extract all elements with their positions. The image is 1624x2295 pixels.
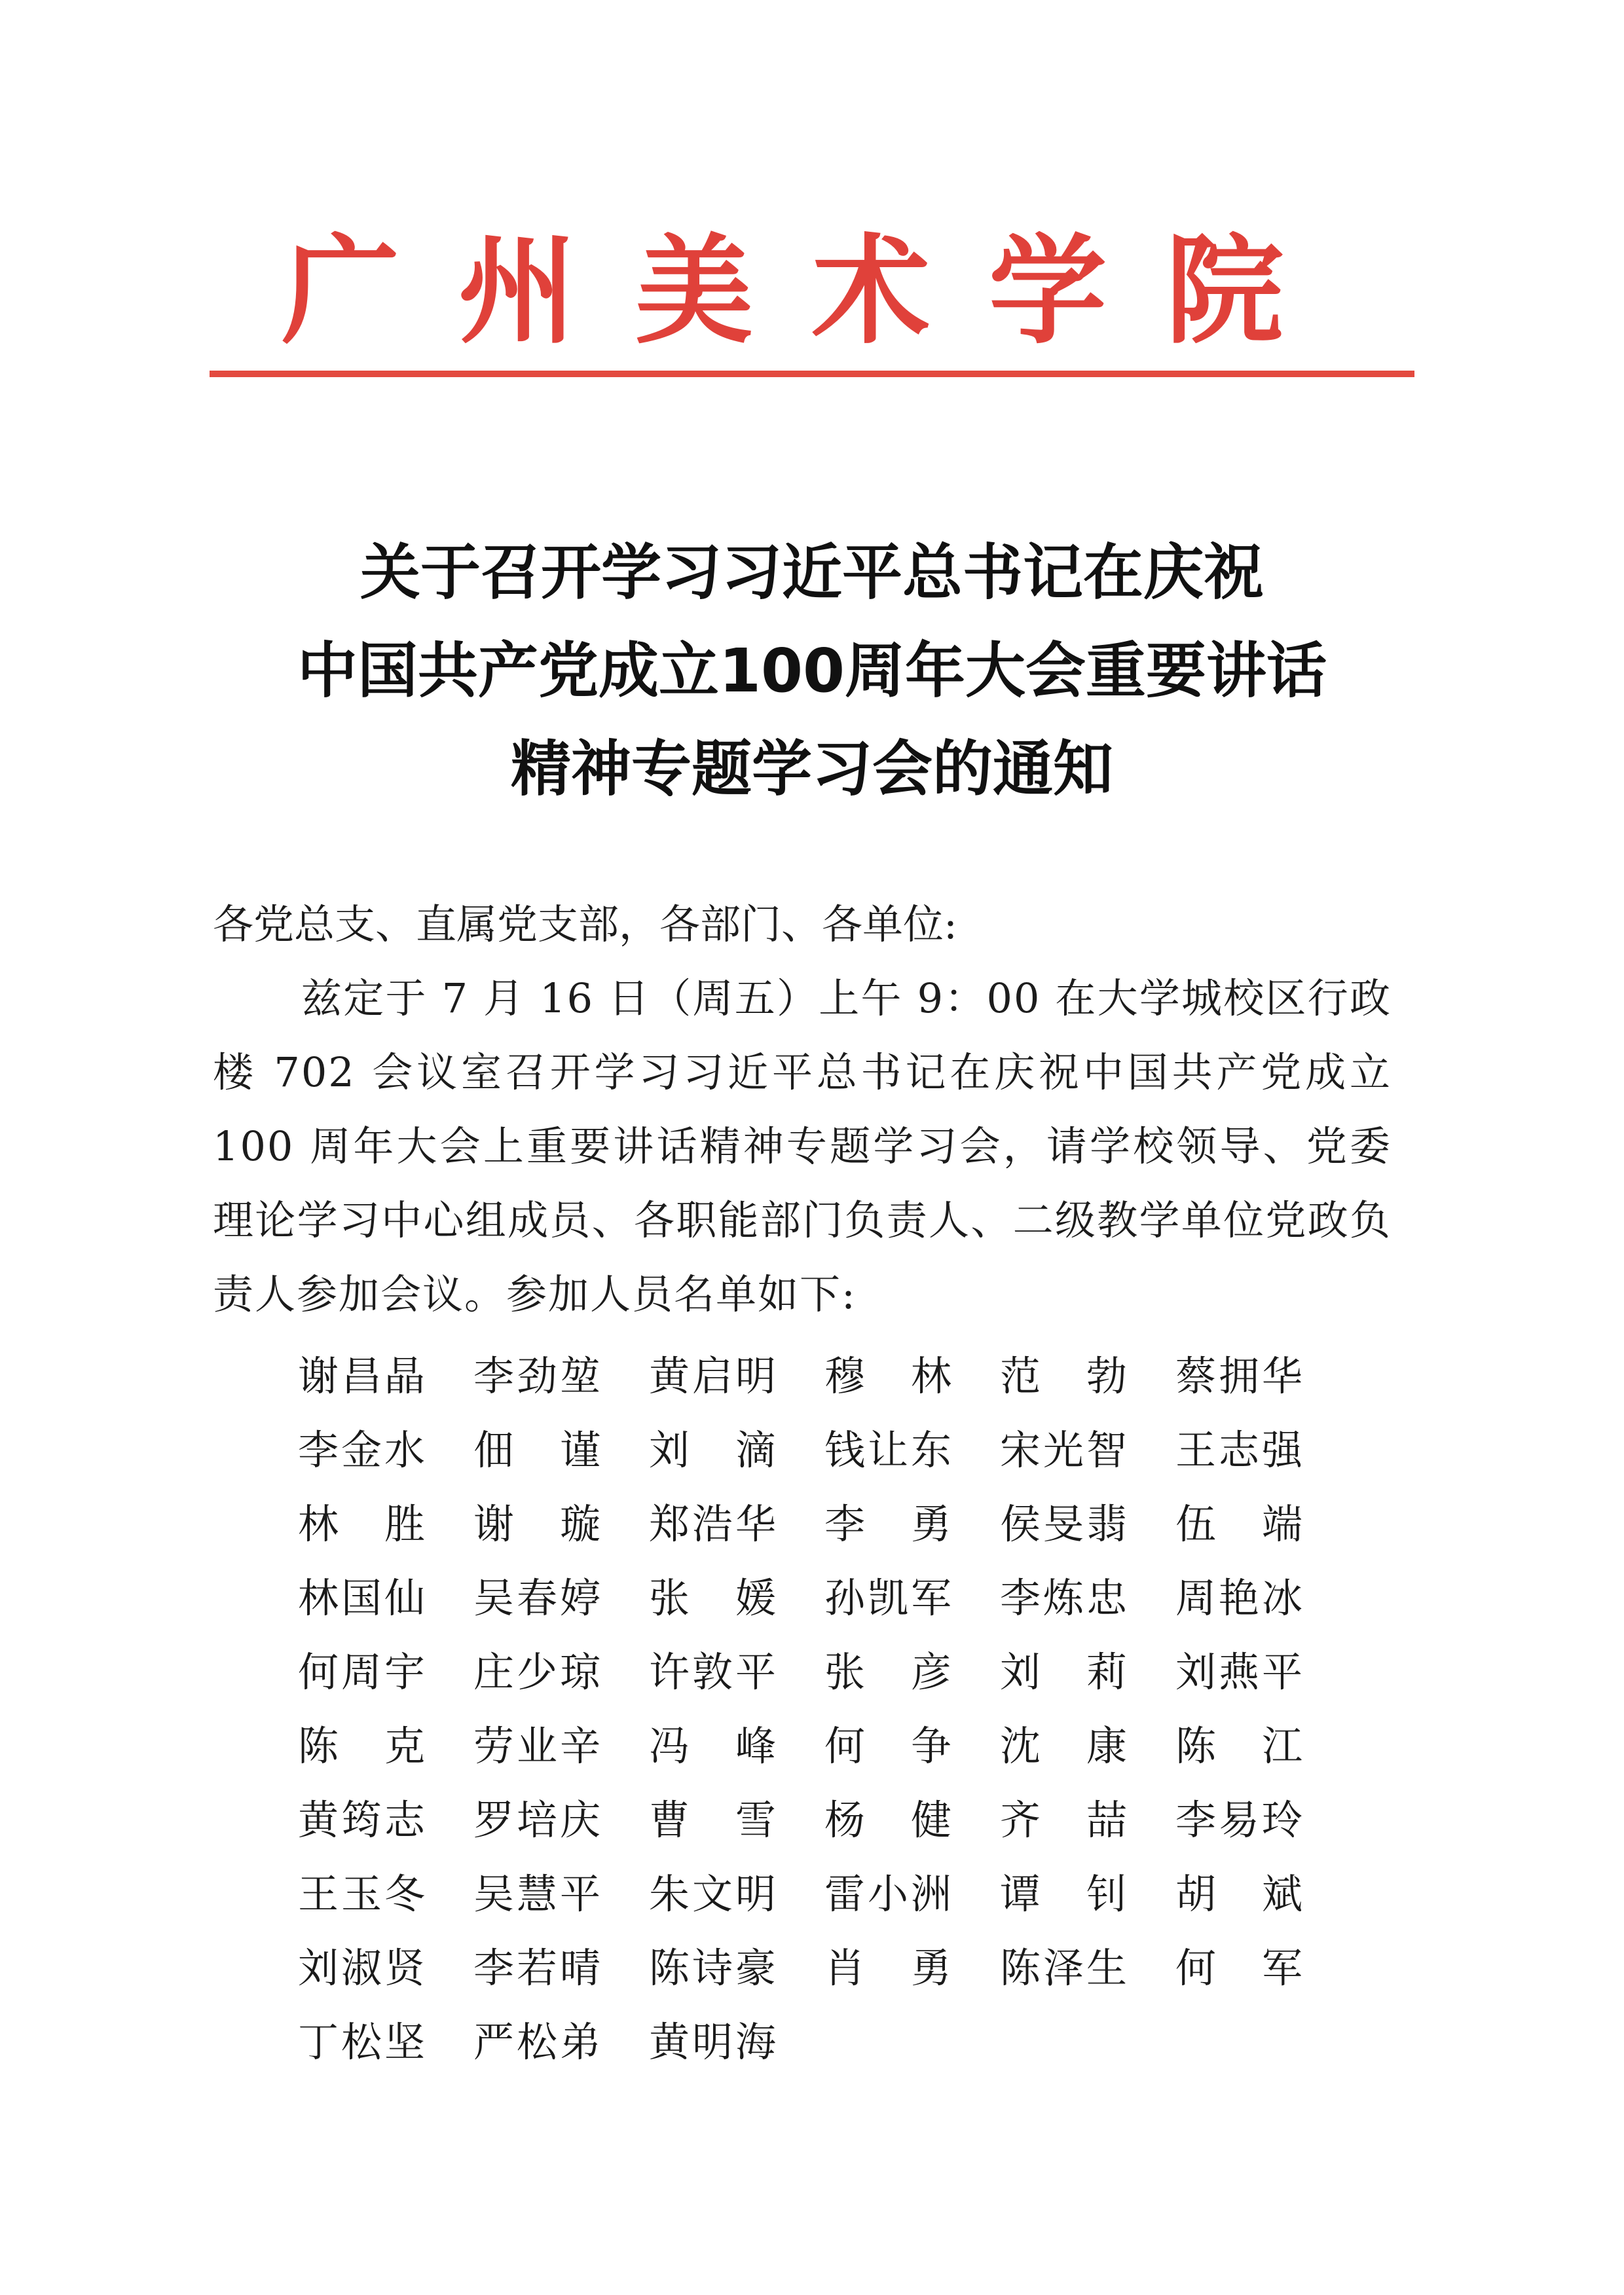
attendee-name: 李 勇 xyxy=(824,1500,955,1548)
attendee-name: 王玉冬 xyxy=(298,1870,428,1918)
attendee-name: 曹 雪 xyxy=(649,1796,779,1844)
attendee-name: 李劲堃 xyxy=(473,1352,604,1400)
attendee-name: 侯旻翡 xyxy=(1000,1500,1130,1548)
attendee-name: 李若晴 xyxy=(473,1944,604,1992)
attendee-name: 雷小洲 xyxy=(824,1870,955,1918)
attendee-name: 沈 康 xyxy=(1000,1722,1130,1770)
attendee-name: 蔡拥华 xyxy=(1175,1352,1306,1400)
attendee-name: 罗培庆 xyxy=(473,1796,604,1844)
attendee-name: 吴春婷 xyxy=(473,1574,604,1622)
attendee-row xyxy=(298,1931,1346,2005)
attendee-name: 陈 江 xyxy=(1175,1722,1306,1770)
attendee-name: 黄启明 xyxy=(649,1352,779,1400)
attendee-name: 何 争 xyxy=(824,1722,955,1770)
attendee-name: 张 媛 xyxy=(649,1574,779,1622)
attendee-name: 劳业辛 xyxy=(473,1722,604,1770)
notice-title xyxy=(216,524,1408,818)
salutation: 各党总支、直属党支部，各部门、各单位: xyxy=(213,900,957,948)
attendee-name: 林 胜 xyxy=(298,1500,428,1548)
attendee-name: 张 彦 xyxy=(824,1648,955,1696)
attendee-name: 何 军 xyxy=(1175,1944,1306,1992)
attendee-name: 李金水 xyxy=(298,1426,428,1474)
attendee-name: 黄明海 xyxy=(649,2018,779,2066)
attendee-name: 佃 谨 xyxy=(473,1426,604,1474)
title-line-2: 中国共产党成立100周年大会重要讲话 xyxy=(297,636,1327,706)
letterhead-org-name: 广州美术学院 xyxy=(281,222,1342,360)
attendee-name: 谢昌晶 xyxy=(298,1352,428,1400)
attendee-name: 范 勃 xyxy=(1000,1352,1130,1400)
attendee-name: 何周宇 xyxy=(298,1648,428,1696)
attendee-name: 朱文明 xyxy=(649,1870,779,1918)
attendee-name: 严松弟 xyxy=(473,2018,604,2066)
attendee-name: 刘淑贤 xyxy=(298,1944,428,1992)
attendee-name: 肖 勇 xyxy=(824,1944,955,1992)
attendee-row xyxy=(298,1709,1346,1783)
attendee-name: 穆 林 xyxy=(824,1352,955,1400)
attendee-row xyxy=(298,1413,1346,1487)
attendee-name: 谢 璇 xyxy=(473,1500,604,1548)
letterhead-red-rule xyxy=(210,371,1414,377)
attendee-name: 周艳冰 xyxy=(1175,1574,1306,1622)
attendee-row xyxy=(298,1339,1346,1413)
attendee-name: 胡 斌 xyxy=(1175,1870,1306,1918)
attendee-row xyxy=(298,1857,1346,1931)
attendee-row xyxy=(298,2005,1346,2079)
attendee-name: 陈 克 xyxy=(298,1722,428,1770)
attendee-name: 孙凯军 xyxy=(824,1574,955,1622)
attendee-name: 冯 峰 xyxy=(649,1722,779,1770)
attendee-name: 吴慧平 xyxy=(473,1870,604,1918)
attendee-name: 刘 莉 xyxy=(1000,1648,1130,1696)
attendee-name: 刘 滴 xyxy=(649,1426,779,1474)
attendee-name: 黄筠志 xyxy=(298,1796,428,1844)
attendee-name: 王志强 xyxy=(1175,1426,1306,1474)
attendee-name: 李炼忠 xyxy=(1000,1574,1130,1622)
attendee-name: 庄少琼 xyxy=(473,1648,604,1696)
attendee-row xyxy=(298,1783,1346,1857)
attendee-row xyxy=(298,1561,1346,1635)
attendee-name: 齐 喆 xyxy=(1000,1796,1130,1844)
attendee-name: 杨 健 xyxy=(824,1796,955,1844)
attendee-name: 伍 端 xyxy=(1175,1500,1306,1548)
attendee-row xyxy=(298,1487,1346,1561)
attendee-name: 刘燕平 xyxy=(1175,1648,1306,1696)
notice-body xyxy=(213,887,1392,1331)
title-line-3: 精神专题学习会的通知 xyxy=(510,734,1113,804)
attendee-name: 林国仙 xyxy=(298,1574,428,1622)
attendee-name: 谭 钊 xyxy=(1000,1870,1130,1918)
attendee-name: 陈泽生 xyxy=(1000,1944,1130,1992)
attendee-name: 钱让东 xyxy=(824,1426,955,1474)
attendee-name: 陈诗豪 xyxy=(649,1944,779,1992)
attendee-name: 丁松坚 xyxy=(298,2018,428,2066)
attendee-name: 宋光智 xyxy=(1000,1426,1130,1474)
attendee-name: 郑浩华 xyxy=(649,1500,779,1548)
attendee-name: 李易玲 xyxy=(1175,1796,1306,1844)
attendee-list xyxy=(298,1339,1346,2079)
attendee-name: 许敦平 xyxy=(649,1648,779,1696)
notice-paragraph: 兹定于 7 月 16 日（周五）上午 9：00 在大学城校区行政楼 702 会议室召开学习习近平总书记在庆祝中国共产党成立 100 周年大会上重要讲话精神专题学习会，请学校领导、党委理论学习中心组成员、各职能部门负责人、二级教学单位党政负责人参加会议。参加人员名单如下: xyxy=(213,974,1392,1318)
attendee-row xyxy=(298,1635,1346,1709)
title-line-1: 关于召开学习习近平总书记在庆祝 xyxy=(360,538,1264,608)
